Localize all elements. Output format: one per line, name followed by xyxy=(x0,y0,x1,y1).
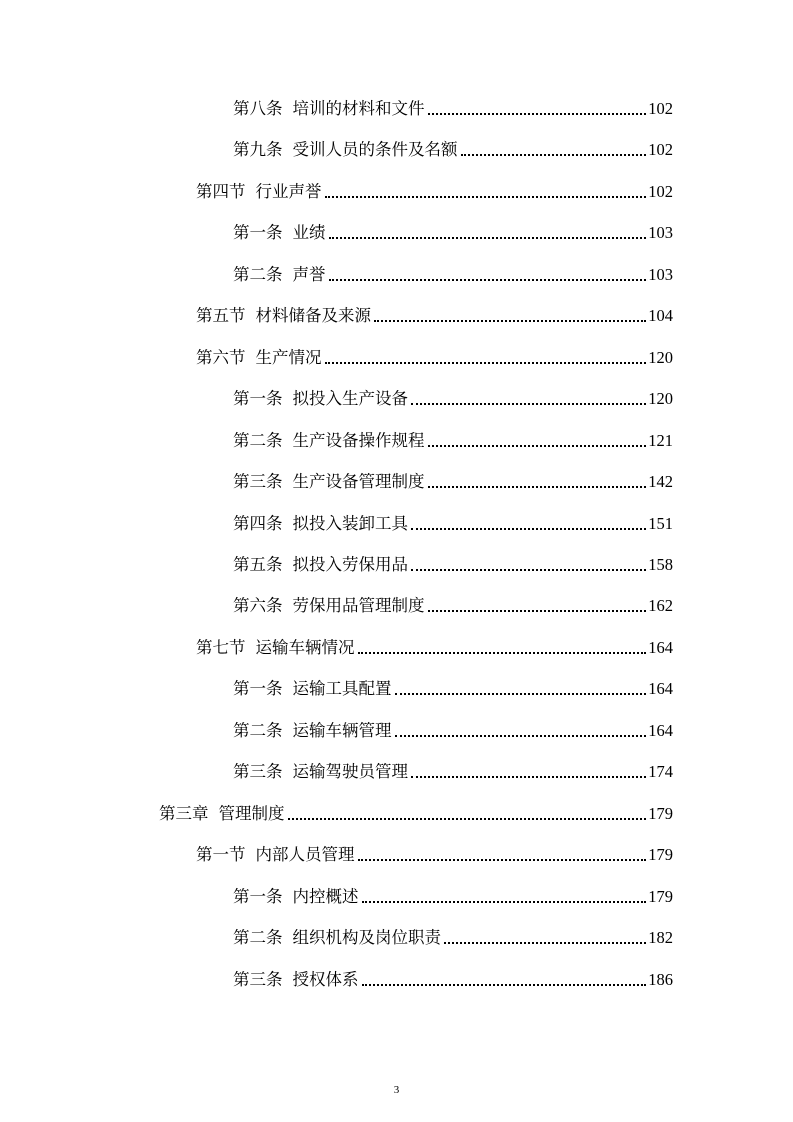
toc-entry xyxy=(196,180,673,204)
toc-entry xyxy=(159,802,673,826)
toc-entry-number: 第七节 xyxy=(196,637,246,657)
toc-leader-dots xyxy=(325,362,647,364)
toc-entry xyxy=(233,429,673,453)
toc-leader-dots xyxy=(428,486,647,488)
toc-entry xyxy=(233,760,673,784)
toc-entry-page: 104 xyxy=(648,306,673,326)
toc-entry-number: 第六节 xyxy=(196,347,246,367)
toc-entry-number: 第五节 xyxy=(196,306,246,326)
toc-entry-title: 声誉 xyxy=(292,264,326,284)
toc-entry-title: 运输工具配置 xyxy=(292,679,392,699)
toc-leader-dots xyxy=(325,196,647,198)
toc-leader-dots xyxy=(374,320,646,322)
toc-leader-dots xyxy=(362,984,647,986)
toc-entry-title: 内部人员管理 xyxy=(255,845,355,865)
toc-entry-title: 生产设备操作规程 xyxy=(292,430,425,450)
toc-leader-dots xyxy=(362,901,647,903)
toc-entry xyxy=(233,885,673,909)
toc-leader-dots xyxy=(358,859,647,861)
toc-entry-page: 142 xyxy=(648,472,673,492)
toc-entry-page: 164 xyxy=(648,637,673,657)
toc-entry xyxy=(233,594,673,618)
toc-entry-title: 内控概述 xyxy=(292,886,359,906)
toc-entry xyxy=(196,304,673,328)
toc-entry-page: 120 xyxy=(648,389,673,409)
toc-entry-number: 第一条 xyxy=(233,886,283,906)
toc-entry-title: 材料储备及来源 xyxy=(255,306,371,326)
toc-entry xyxy=(196,636,673,660)
toc-leader-dots xyxy=(411,403,646,405)
toc-entry xyxy=(233,719,673,743)
toc-entry-page: 162 xyxy=(648,596,673,616)
toc-entry-number: 第二条 xyxy=(233,928,283,947)
toc-entry-title: 行业声誉 xyxy=(255,181,322,201)
toc-entry xyxy=(233,512,673,536)
toc-leader-dots xyxy=(428,445,647,447)
toc-entry xyxy=(233,553,673,577)
toc-entry-number: 第九条 xyxy=(233,140,283,160)
toc-leader-dots xyxy=(428,610,647,612)
toc-entry-page: 103 xyxy=(648,223,673,243)
toc-entry-number: 第一节 xyxy=(196,845,246,865)
toc-entry-title: 拟投入劳保用品 xyxy=(292,555,408,574)
toc-entry-title: 管理制度 xyxy=(218,803,285,823)
toc-entry-page: 182 xyxy=(648,928,673,947)
toc-entry-number: 第三条 xyxy=(233,762,283,782)
toc-leader-dots xyxy=(395,735,647,737)
toc-leader-dots xyxy=(411,528,646,530)
toc-entry xyxy=(233,677,673,701)
toc-leader-dots xyxy=(444,942,646,944)
toc-entry-title: 拟投入生产设备 xyxy=(292,389,408,409)
toc-entry-title: 劳保用品管理制度 xyxy=(292,596,425,616)
toc-entry xyxy=(233,470,673,494)
toc-entry-title: 拟投入装卸工具 xyxy=(292,513,408,533)
toc-entry-title: 授权体系 xyxy=(292,969,359,989)
toc-entry-title: 组织机构及岗位职责 xyxy=(292,928,441,947)
toc-entry-number: 第五条 xyxy=(233,555,283,574)
toc-leader-dots xyxy=(288,818,647,820)
toc-entry-number: 第六条 xyxy=(233,596,283,616)
toc-entry-title: 运输车辆情况 xyxy=(255,637,355,657)
toc-leader-dots xyxy=(461,154,647,156)
toc-entry xyxy=(233,138,673,162)
toc-leader-dots xyxy=(358,652,647,654)
toc-entry-title: 受训人员的条件及名额 xyxy=(292,140,458,160)
toc-entry-page: 158 xyxy=(648,555,673,574)
toc-entry-page: 102 xyxy=(648,99,673,118)
toc-entry-page: 103 xyxy=(648,264,673,284)
toc-entry-number: 第一条 xyxy=(233,389,283,409)
toc-entry-title: 运输驾驶员管理 xyxy=(292,762,408,782)
toc-leader-dots xyxy=(329,279,647,281)
toc-entry-title: 培训的材料和文件 xyxy=(292,99,425,118)
toc-entry-page: 120 xyxy=(648,347,673,367)
toc-entry-page: 179 xyxy=(648,845,673,865)
toc-entry-number: 第四节 xyxy=(196,181,246,201)
toc-entry-title: 生产情况 xyxy=(255,347,322,367)
toc-entry xyxy=(196,346,673,370)
toc-entry-page: 164 xyxy=(648,720,673,740)
toc-entry-page: 164 xyxy=(648,679,673,699)
toc-entry-page: 174 xyxy=(648,762,673,782)
toc-entry-title: 生产设备管理制度 xyxy=(292,472,425,492)
toc-entry-number: 第二条 xyxy=(233,720,283,740)
toc-entry xyxy=(233,926,673,950)
toc-entry xyxy=(233,968,673,992)
toc-leader-dots xyxy=(428,113,647,115)
toc-entry xyxy=(196,843,673,867)
toc-leader-dots xyxy=(411,776,646,778)
toc-entry-page: 151 xyxy=(648,513,673,533)
toc-entry-page: 102 xyxy=(648,181,673,201)
toc-leader-dots xyxy=(329,237,647,239)
toc-leader-dots xyxy=(395,693,647,695)
toc-entry xyxy=(233,263,673,287)
toc-entry-number: 第二条 xyxy=(233,264,283,284)
toc-entry xyxy=(233,221,673,245)
toc-entry-title: 运输车辆管理 xyxy=(292,720,392,740)
page-number: 3 xyxy=(393,1084,400,1096)
toc-entry-number: 第二条 xyxy=(233,430,283,450)
toc-entry xyxy=(233,387,673,411)
toc-entry-number: 第四条 xyxy=(233,513,283,533)
toc-entry-page: 186 xyxy=(648,969,673,989)
toc-leader-dots xyxy=(411,569,646,571)
toc-entry-page: 121 xyxy=(648,430,673,450)
toc-entry xyxy=(233,97,673,121)
toc-entry-page: 179 xyxy=(648,803,673,823)
toc-entry-number: 第三条 xyxy=(233,472,283,492)
toc-entry-number: 第三条 xyxy=(233,969,283,989)
toc-entry-page: 102 xyxy=(648,140,673,160)
toc-entry-title: 业绩 xyxy=(292,223,326,243)
toc-entry-number: 第一条 xyxy=(233,679,283,699)
toc-entry-number: 第八条 xyxy=(233,99,283,118)
toc-entry-number: 第一条 xyxy=(233,223,283,243)
toc-entry-number: 第三章 xyxy=(159,803,209,823)
toc-entry-page: 179 xyxy=(648,886,673,906)
